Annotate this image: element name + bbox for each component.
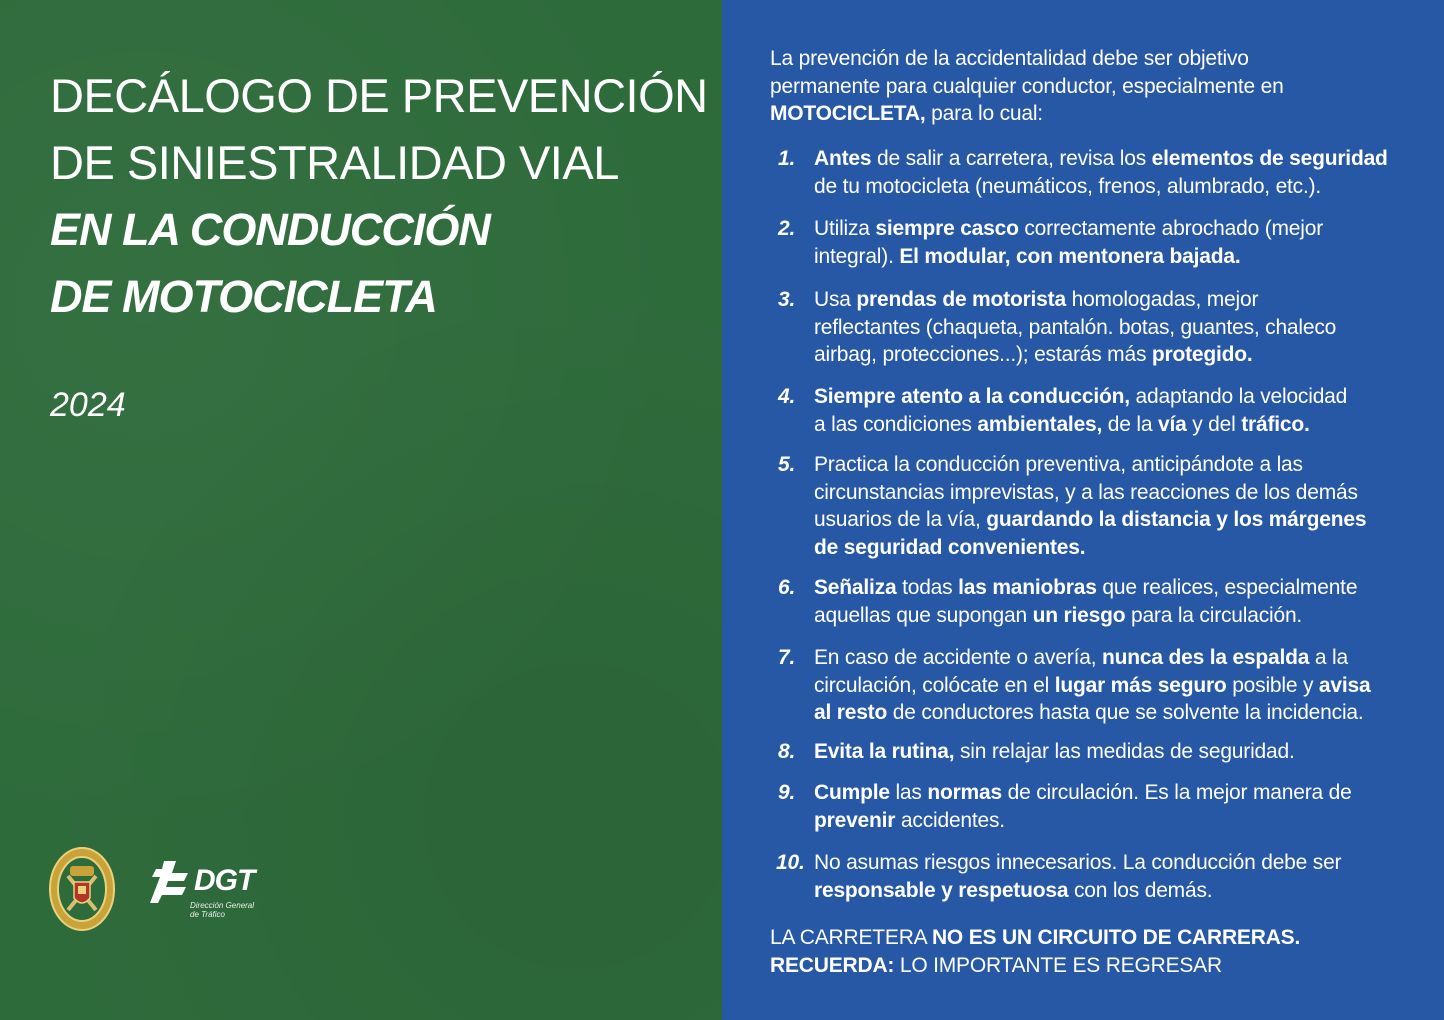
item-line xyxy=(814,602,1410,630)
item-emphasis: El modular, con mentonera bajada. xyxy=(899,244,1241,268)
intro-rest: para lo cual: xyxy=(925,102,1043,125)
closing-line-2 xyxy=(770,952,1410,980)
item-text xyxy=(814,215,1410,270)
closing-bold: NO ES UN CIRCUITO DE CARRERAS. xyxy=(931,926,1301,949)
item-segment: Usa xyxy=(814,288,857,311)
item-segment: circunstancias imprevistas, y a las reacciones de los demás xyxy=(814,480,1358,504)
guardia-civil-emblem-icon xyxy=(48,846,116,932)
item-segment: a la xyxy=(1309,646,1348,669)
decalogue-item xyxy=(770,215,1410,270)
closing-text: LA CARRETERA xyxy=(770,926,932,949)
item-emphasis: Antes xyxy=(814,147,872,170)
item-number: 9. xyxy=(778,781,796,804)
item-line xyxy=(814,877,1410,905)
decalogue-item xyxy=(770,286,1410,369)
dgt-logo xyxy=(150,859,254,919)
item-line xyxy=(814,574,1410,602)
item-segment: usuarios de la vía, xyxy=(814,508,987,531)
item-emphasis: guardando la distancia y los márgenes xyxy=(986,508,1367,531)
title-bold-line-2: DE MOTOCICLETA xyxy=(50,271,437,322)
item-segment: correctamente abrochado (mejor xyxy=(1018,217,1324,240)
item-segment: de la xyxy=(1102,412,1158,436)
item-emphasis: responsable y respetuosa xyxy=(814,878,1069,902)
closing-bold: RECUERDA: xyxy=(770,953,895,977)
title-line-1: DECÁLOGO DE PREVENCIÓN xyxy=(50,69,708,122)
item-line xyxy=(814,807,1410,835)
item-line xyxy=(814,534,1410,562)
item-segment: las xyxy=(889,781,928,804)
dgt-subtitle-line-2: de Tráfico xyxy=(190,910,225,919)
item-emphasis: de seguridad convenientes. xyxy=(814,535,1086,559)
item-segment: En caso de accidente o avería, xyxy=(814,646,1102,669)
item-number: 5. xyxy=(778,453,796,476)
item-emphasis: tráfico. xyxy=(1241,412,1310,436)
item-line xyxy=(814,314,1410,342)
closing-line-1 xyxy=(770,924,1410,952)
decalogue-item xyxy=(770,738,1410,766)
item-emphasis: al resto xyxy=(814,701,888,724)
item-line xyxy=(814,506,1410,534)
dgt-subtitle xyxy=(190,901,254,919)
item-line xyxy=(814,699,1410,727)
item-text xyxy=(814,849,1410,904)
item-emphasis: Siempre atento a la conducción, xyxy=(814,385,1130,408)
decalogue-item xyxy=(770,849,1410,904)
item-segment: todas xyxy=(896,576,959,599)
item-number: 4. xyxy=(778,385,796,408)
content-panel xyxy=(722,0,1444,1020)
item-line xyxy=(814,341,1410,369)
item-segment: con los demás. xyxy=(1068,878,1213,902)
item-line xyxy=(814,849,1410,877)
item-segment: a las condiciones xyxy=(814,412,978,436)
intro-line xyxy=(770,100,1410,128)
item-text xyxy=(814,738,1410,766)
intro-line: permanente para cualquier conductor, especialmente en xyxy=(770,74,1284,98)
item-segment: que realices, especialmente xyxy=(1096,576,1358,599)
year-label: 2024 xyxy=(50,386,126,424)
item-segment: aquellas que supongan xyxy=(814,603,1033,627)
decalogue-item xyxy=(770,451,1410,561)
item-text xyxy=(814,574,1410,629)
item-segment: integral). xyxy=(814,244,900,268)
item-emphasis: lugar más seguro xyxy=(1054,673,1227,697)
decalogue-item xyxy=(770,779,1410,834)
item-line xyxy=(814,215,1410,243)
item-emphasis: Evita la rutina, xyxy=(814,740,955,763)
item-line xyxy=(814,243,1410,271)
decalogue-item xyxy=(770,145,1410,200)
item-number: 2. xyxy=(778,217,796,240)
item-emphasis: las maniobras xyxy=(958,576,1097,599)
item-emphasis: avisa xyxy=(1318,673,1371,697)
item-line xyxy=(814,451,1410,479)
item-line xyxy=(814,383,1410,411)
item-segment: y del xyxy=(1186,412,1242,436)
closing-message xyxy=(770,924,1410,979)
item-emphasis: normas xyxy=(927,781,1002,804)
item-segment: de conductores hasta que se solvente la incidencia. xyxy=(887,701,1364,724)
item-line xyxy=(814,286,1410,314)
dgt-subtitle-line-1: Dirección General xyxy=(190,901,255,910)
intro-bold: MOTOCICLETA, xyxy=(770,102,926,125)
item-number: 3. xyxy=(778,288,796,311)
item-segment: sin relajar las medidas de seguridad. xyxy=(954,740,1295,763)
title-bold-line-1: EN LA CONDUCCIÓN xyxy=(50,204,490,255)
item-emphasis: Señaliza xyxy=(814,576,897,599)
item-number: 7. xyxy=(778,646,796,669)
title-bold xyxy=(50,196,490,330)
item-line xyxy=(814,411,1410,439)
title-light xyxy=(50,62,708,196)
item-line xyxy=(814,479,1410,507)
decalogue-item xyxy=(770,644,1410,727)
dgt-symbol-icon xyxy=(150,859,192,903)
intro-line: La prevención de la accidentalidad debe ser objetivo xyxy=(770,47,1249,70)
item-number: 10. xyxy=(776,851,805,874)
intro-paragraph xyxy=(770,45,1410,128)
item-segment: accidentes. xyxy=(895,808,1005,832)
logos-row xyxy=(48,846,254,932)
item-emphasis: vía xyxy=(1157,412,1187,436)
item-segment: homologadas, mejor xyxy=(1065,288,1259,311)
item-segment: de salir a carretera, revisa los xyxy=(871,147,1152,170)
item-number: 1. xyxy=(778,147,796,170)
decalogue-item xyxy=(770,574,1410,629)
decalogue-item xyxy=(770,383,1410,438)
item-emphasis: un riesgo xyxy=(1032,603,1126,627)
item-emphasis: nunca des la espalda xyxy=(1102,646,1310,669)
item-segment: circulación, colócate en el xyxy=(814,673,1055,697)
item-emphasis: elementos de seguridad xyxy=(1151,147,1388,170)
item-text xyxy=(814,145,1410,200)
item-number: 6. xyxy=(778,576,796,599)
item-segment: Practica la conducción preventiva, anticipándote a las xyxy=(814,453,1303,476)
item-text xyxy=(814,451,1410,561)
item-segment: airbag, protecciones...); estarás más xyxy=(814,343,1152,366)
item-text xyxy=(814,644,1410,727)
item-segment: Utiliza xyxy=(814,217,876,240)
closing-text: LO IMPORTANTE ES REGRESAR xyxy=(894,953,1222,977)
item-line xyxy=(814,672,1410,700)
item-emphasis: Cumple xyxy=(814,781,890,804)
item-emphasis: ambientales, xyxy=(977,412,1103,436)
item-line xyxy=(814,173,1410,201)
item-segment: posible y xyxy=(1226,673,1319,697)
item-line xyxy=(814,145,1410,173)
item-segment: de circulación. Es la mejor manera de xyxy=(1002,781,1352,804)
item-emphasis: prendas de motorista xyxy=(856,288,1066,311)
item-text xyxy=(814,286,1410,369)
item-segment: reflectantes (chaqueta, pantalón. botas, guantes, chaleco xyxy=(814,315,1337,339)
item-text xyxy=(814,383,1410,438)
item-segment: No asumas riesgos innecesarios. La conducción debe ser xyxy=(814,851,1342,874)
dgt-wordmark: DGT xyxy=(194,864,255,897)
item-emphasis: protegido. xyxy=(1151,343,1253,366)
item-line xyxy=(814,779,1410,807)
item-text xyxy=(814,779,1410,834)
item-number: 8. xyxy=(778,740,796,763)
item-emphasis: prevenir xyxy=(814,808,896,832)
item-segment: para la circulación. xyxy=(1125,603,1303,627)
title-line-2: DE SINIESTRALIDAD VIAL xyxy=(50,136,619,189)
item-line xyxy=(814,644,1410,672)
item-line xyxy=(814,738,1410,766)
item-segment: de tu motocicleta (neumáticos, frenos, alumbrado, etc.). xyxy=(814,174,1322,198)
item-emphasis: siempre casco xyxy=(875,217,1019,240)
item-segment: adaptando la velocidad xyxy=(1129,385,1348,408)
